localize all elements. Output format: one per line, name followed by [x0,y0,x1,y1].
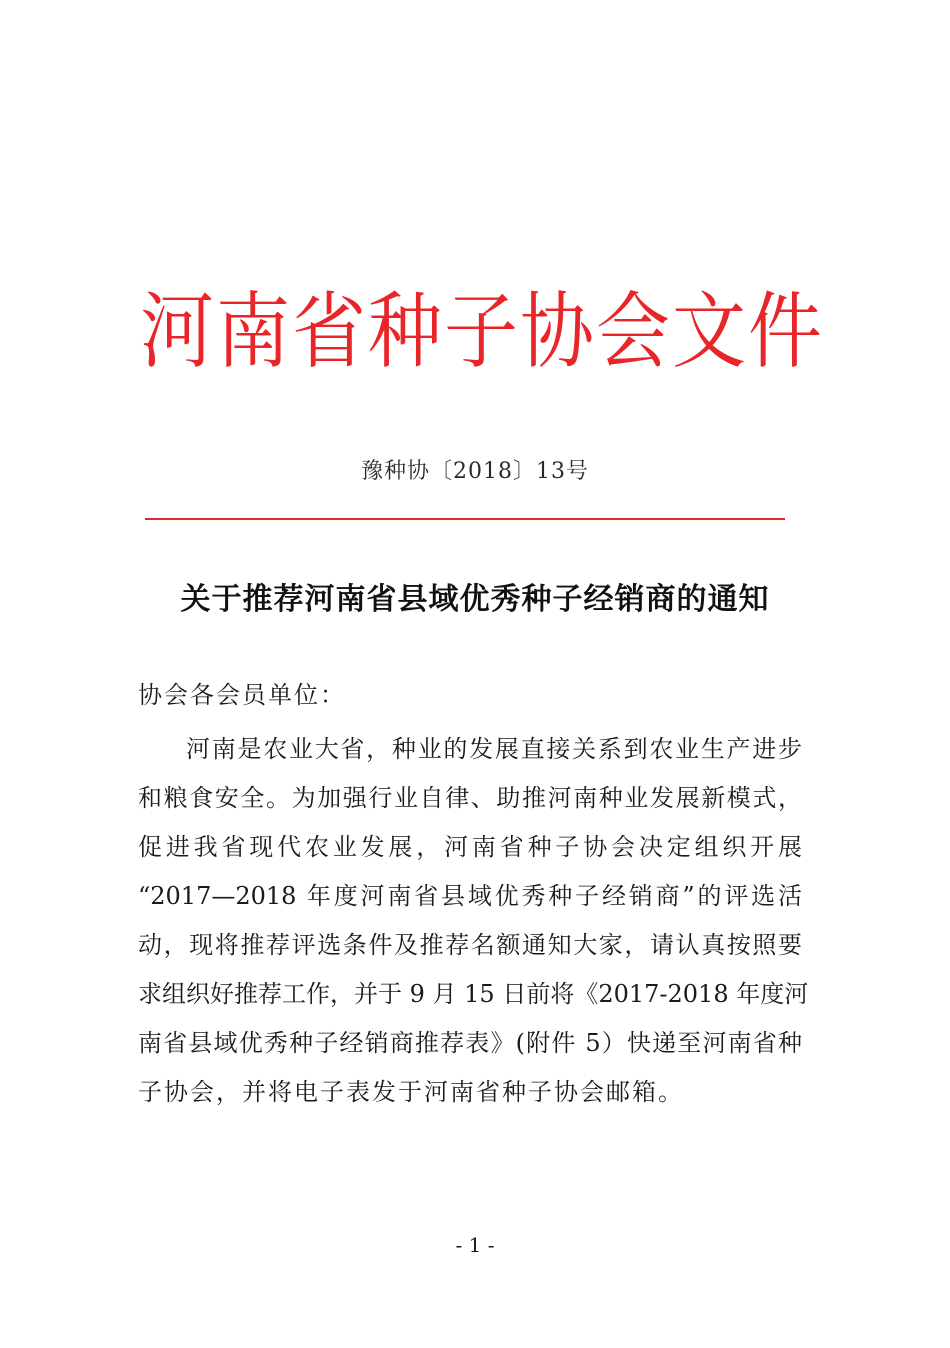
salutation: 协会各会员单位： [138,681,346,709]
body-line: “2017—2018 年度河南省县域优秀种子经销商”的评选活 [138,882,802,910]
body-line: 求组织好推荐工作，并于 9 月 15 日前将《2017-2018 年度河 [138,980,809,1008]
page-number: - 1 - [455,1233,495,1257]
notice-title: 关于推荐河南省县域优秀种子经销商的通知 [180,582,770,617]
body-line: 子协会，并将电子表发于河南省种子协会邮箱。 [138,1078,684,1106]
body-line: 动，现将推荐评选条件及推荐名额通知大家，请认真按照要 [138,931,802,959]
red-divider-line [145,518,785,520]
body-line: 河南是农业大省，种业的发展直接关系到农业生产进步 [186,735,802,763]
body-line: 和粮食安全。为加强行业自律、助推河南种业发展新模式， [138,784,802,812]
issuer-header-title: 河南省种子协会文件 [140,283,824,381]
document-number: 豫种协〔2018〕13号 [361,459,589,484]
body-line: 促进我省现代农业发展，河南省种子协会决定组织开展 [138,833,802,861]
body-line: 南省县域优秀种子经销商推荐表》(附件 5）快递至河南省种 [138,1029,802,1057]
